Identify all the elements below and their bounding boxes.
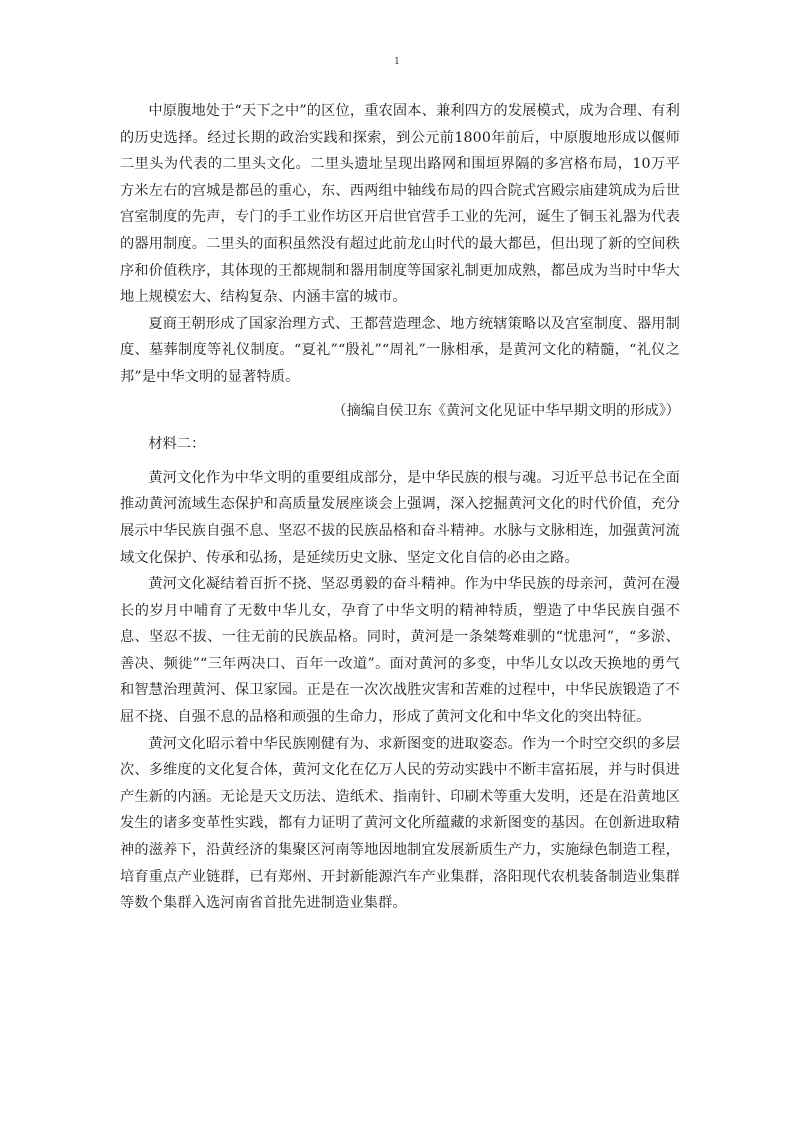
material-two-label: 材料二：	[148, 436, 206, 453]
paragraph: 中原腹地处于“天下之中”的区位，重农固本、兼利四方的发展模式，成为合理、有利的历史选择。经过长期的政治实践和探索，到公元前1800年前后，中原腹地形成以偃师二里头为代表的二里头文化。二里头遗址呈现出路网和围垣界隔的多宫格布局，10万平方米左右的宫城是都邑的重心，东、西两组中轴线布局的四合院式宫殿宗庙建筑成为后世宫室制度的先声，专门的手工业作坊区开启世官营手工业的先河，诞生了铜玉礼器为代表的器用制度。二里头的面积虽然没有超过此前龙山时代的最大都邑，但出现了新的空间秩序和价值秩序，其体现的王都规制和器用制度等国家礼制更加成熟，都邑成为当时中华大地上规模宏大、结构复杂、内涵丰富的城市。	[120, 103, 680, 306]
page-number: 1	[394, 57, 400, 67]
paragraph: 夏商王朝形成了国家治理方式、王都营造理念、地方统辖策略以及宫室制度、器用制度、墓葬制度等礼仪制度。“夏礼”“殷礼”“周礼”一脉相承，是黄河文化的精髓，“礼仪之邦”是中华文明的显著特质。	[120, 315, 680, 385]
paragraph: 黄河文化作为中华文明的重要组成部分，是中华民族的根与魂。习近平总书记在全面推动黄河流域生态保护和高质量发展座谈会上强调，深入挖掘黄河文化的时代价值，充分展示中华民族自强不息、坚忍不拔的民族品格和奋斗精神。水脉与文脉相连，加强黄河流域文化保护、传承和弘扬，是延续历史文脉、坚定文化自信的必由之路。	[120, 469, 680, 566]
paragraph: 黄河文化昭示着中华民族刚健有为、求新图变的进取姿态。作为一个时空交织的多层次、多维度的文化复合体，黄河文化在亿万人民的劳动实践中不断丰富拓展，并与时俱进产生新的内涵。无论是天文历法、造纸术、指南针、印刷术等重大发明，还是在沿黄地区发生的诸多变革性实践，都有力证明了黄河文化所蕴藏的求新图变的基因。在创新进取精神的滋养下，沿黄经济的集聚区河南等地因地制宜发展新质生产力，实施绿色制造工程，培育重点产业链群，已有郑州、开封新能源汽车产业集群，洛阳现代农机装备制造业集群等数个集群入选河南省首批先进制造业集群。	[120, 735, 680, 912]
document-body	[120, 98, 680, 917]
paragraph: 黄河文化凝结着百折不挠、坚忍勇毅的奋斗精神。作为中华民族的母亲河，黄河在漫长的岁月中哺育了无数中华儿女，孕育了中华文明的精神特质，塑造了中华民族自强不息、坚忍不拔、一往无前的民族品格。同时，黄河是一条桀骜难驯的“忧患河”，“多淤、善决、频徙”“三年两决口、百年一改道”。面对黄河的多变，中华儿女以改天换地的勇气和智慧治理黄河、保卫家园。正是在一次次战胜灾害和苦难的过程中，中华民族锻造了不屈不挠、自强不息的品格和顽强的生命力，形成了黄河文化和中华文化的突出特征。	[120, 576, 680, 726]
source-citation: （摘编自侯卫东《黄河文化见证中华早期文明的形成》）	[332, 402, 680, 419]
